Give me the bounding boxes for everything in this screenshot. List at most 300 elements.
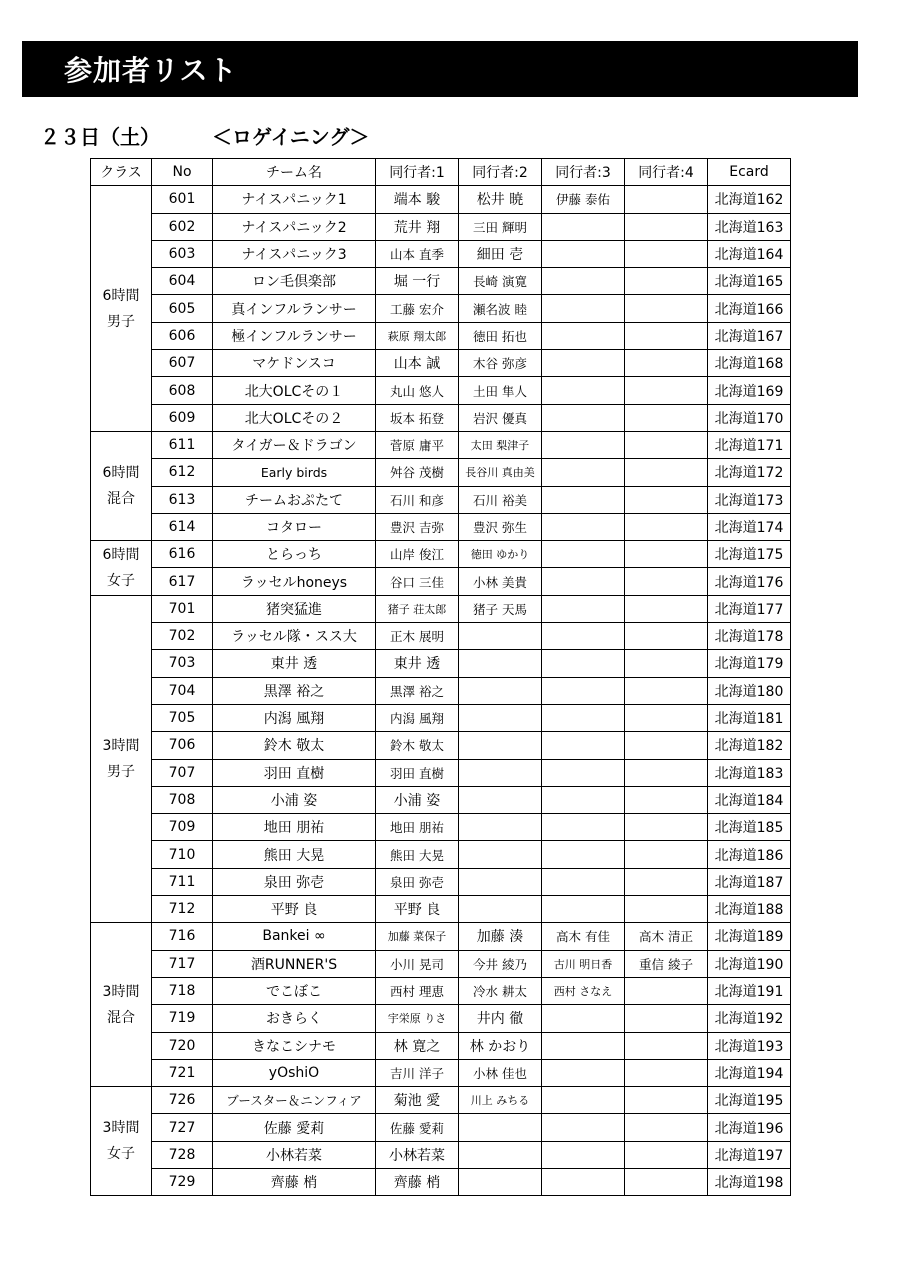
- companion-4-cell: [625, 541, 708, 568]
- companion-1-cell: 平野 良: [376, 896, 459, 923]
- class-cell: [91, 186, 152, 432]
- entry-no-cell: 612: [152, 459, 213, 486]
- table-row: [91, 950, 791, 977]
- ecard-cell: 北海道180: [708, 677, 791, 704]
- team-name-cell: 小浦 姿: [213, 786, 376, 813]
- companion-4-cell: [625, 1141, 708, 1168]
- table-row: [91, 704, 791, 731]
- class-label: 6時間: [102, 465, 140, 482]
- companion-4-cell: [625, 786, 708, 813]
- companion-1-cell: 泉田 弥壱: [376, 868, 459, 895]
- team-name-cell: 真インフルランサー: [213, 295, 376, 322]
- team-name-cell: タイガー＆ドラゴン: [213, 431, 376, 458]
- ecard-cell: 北海道191: [708, 977, 791, 1004]
- ecard-cell: 北海道184: [708, 786, 791, 813]
- team-name-cell: きなこシナモ: [213, 1032, 376, 1059]
- team-name-cell: 地田 朋祐: [213, 814, 376, 841]
- companion-1-cell: 吉川 洋子: [376, 1059, 459, 1086]
- companion-1-cell: 丸山 悠人: [376, 377, 459, 404]
- table-row: [91, 486, 791, 513]
- companion-2-cell: 小林 佳也: [459, 1059, 542, 1086]
- companion-3-cell: 高木 有佳: [542, 923, 625, 950]
- class-label: 男子: [107, 764, 135, 781]
- class-label: 混合: [107, 1009, 135, 1026]
- table-row: [91, 868, 791, 895]
- entry-no-cell: 601: [152, 186, 213, 213]
- companion-4-cell: [625, 513, 708, 540]
- companion-2-cell: 井内 徹: [459, 1005, 542, 1032]
- companion-3-cell: [542, 431, 625, 458]
- ecard-cell: 北海道187: [708, 868, 791, 895]
- team-name-cell: 極インフルランサー: [213, 322, 376, 349]
- team-name-cell: 北大OLCその１: [213, 377, 376, 404]
- companion-4-cell: [625, 841, 708, 868]
- companion-1-cell: 豊沢 吉弥: [376, 513, 459, 540]
- companion-4-cell: [625, 404, 708, 431]
- companion-3-cell: 伊藤 泰佑: [542, 186, 625, 213]
- entry-no-cell: 717: [152, 950, 213, 977]
- class-cell: [91, 923, 152, 1087]
- participant-table: [90, 158, 791, 1196]
- ecard-cell: 北海道170: [708, 404, 791, 431]
- companion-3-cell: [542, 1114, 625, 1141]
- companion-1-cell: 山岸 俊江: [376, 541, 459, 568]
- page-title: 参加者リスト: [64, 54, 238, 87]
- companion-4-cell: [625, 186, 708, 213]
- companion-2-cell: 徳田 ゆかり: [459, 541, 542, 568]
- ecard-cell: 北海道185: [708, 814, 791, 841]
- table-row: [91, 732, 791, 759]
- companion-4-cell: [625, 623, 708, 650]
- entry-no-cell: 605: [152, 295, 213, 322]
- team-name-cell: 鈴木 敬太: [213, 732, 376, 759]
- companion-3-cell: [542, 704, 625, 731]
- companion-2-cell: 林 かおり: [459, 1032, 542, 1059]
- companion-4-cell: [625, 431, 708, 458]
- companion-3-cell: [542, 295, 625, 322]
- entry-no-cell: 709: [152, 814, 213, 841]
- companion-2-cell: 徳田 拓也: [459, 322, 542, 349]
- table-row: [91, 1032, 791, 1059]
- table-row: [91, 896, 791, 923]
- companion-3-cell: [542, 623, 625, 650]
- team-name-cell: ナイスパニック3: [213, 240, 376, 267]
- companion-4-cell: [625, 732, 708, 759]
- companion-4-cell: [625, 759, 708, 786]
- entry-no-cell: 611: [152, 431, 213, 458]
- ecard-cell: 北海道177: [708, 595, 791, 622]
- table-row: [91, 1059, 791, 1086]
- entry-no-cell: 718: [152, 977, 213, 1004]
- ecard-cell: 北海道179: [708, 650, 791, 677]
- companion-3-cell: [542, 213, 625, 240]
- companion-2-cell: [459, 1141, 542, 1168]
- team-name-cell: 平野 良: [213, 896, 376, 923]
- companion-3-cell: [542, 1168, 625, 1195]
- companion-2-cell: [459, 1114, 542, 1141]
- table-row: [91, 322, 791, 349]
- entry-no-cell: 728: [152, 1141, 213, 1168]
- companion-3-cell: [542, 896, 625, 923]
- companion-1-cell: 菊池 愛: [376, 1087, 459, 1114]
- companion-2-cell: 小林 美貴: [459, 568, 542, 595]
- team-name-cell: 小林若菜: [213, 1141, 376, 1168]
- entry-no-cell: 704: [152, 677, 213, 704]
- companion-3-cell: [542, 1087, 625, 1114]
- companion-3-cell: [542, 513, 625, 540]
- team-name-cell: ラッセル隊・スス大: [213, 623, 376, 650]
- companion-3-cell: 西村 さなえ: [542, 977, 625, 1004]
- table-row: [91, 814, 791, 841]
- table-row: [91, 404, 791, 431]
- companion-2-cell: [459, 704, 542, 731]
- team-name-cell: 東井 透: [213, 650, 376, 677]
- entry-no-cell: 726: [152, 1087, 213, 1114]
- table-row: [91, 186, 791, 213]
- companion-4-cell: [625, 295, 708, 322]
- ecard-cell: 北海道175: [708, 541, 791, 568]
- team-name-cell: ナイスパニック2: [213, 213, 376, 240]
- companion-3-cell: [542, 841, 625, 868]
- ecard-cell: 北海道195: [708, 1087, 791, 1114]
- companion-4-cell: [625, 1087, 708, 1114]
- companion-4-cell: [625, 977, 708, 1004]
- companion-4-cell: [625, 377, 708, 404]
- companion-2-cell: [459, 868, 542, 895]
- companion-2-cell: [459, 650, 542, 677]
- entry-no-cell: 710: [152, 841, 213, 868]
- class-label: 女子: [107, 572, 135, 589]
- table-row: [91, 431, 791, 458]
- companion-2-cell: 太田 梨津子: [459, 431, 542, 458]
- team-name-cell: マケドンスコ: [213, 350, 376, 377]
- companion-3-cell: [542, 650, 625, 677]
- companion-1-cell: 猪子 荘太郎: [376, 595, 459, 622]
- companion-2-cell: 今井 綾乃: [459, 950, 542, 977]
- companion-2-cell: [459, 732, 542, 759]
- companion-2-cell: [459, 1168, 542, 1195]
- companion-4-cell: 高木 清正: [625, 923, 708, 950]
- header-team: チーム名: [213, 159, 376, 186]
- companion-2-cell: [459, 896, 542, 923]
- companion-3-cell: [542, 322, 625, 349]
- companion-2-cell: 土田 隼人: [459, 377, 542, 404]
- companion-1-cell: 菅原 庸平: [376, 431, 459, 458]
- table-row: [91, 459, 791, 486]
- table-row: [91, 1005, 791, 1032]
- ecard-cell: 北海道172: [708, 459, 791, 486]
- companion-1-cell: 坂本 拓登: [376, 404, 459, 431]
- header-companion-3: 同行者:3: [542, 159, 625, 186]
- companion-4-cell: [625, 868, 708, 895]
- companion-2-cell: 豊沢 弥生: [459, 513, 542, 540]
- ecard-cell: 北海道166: [708, 295, 791, 322]
- team-name-cell: チームおぷたて: [213, 486, 376, 513]
- companion-2-cell: [459, 623, 542, 650]
- companion-4-cell: [625, 677, 708, 704]
- entry-no-cell: 705: [152, 704, 213, 731]
- team-name-cell: 羽田 直樹: [213, 759, 376, 786]
- entry-no-cell: 606: [152, 322, 213, 349]
- companion-1-cell: 小浦 姿: [376, 786, 459, 813]
- table-row: [91, 677, 791, 704]
- team-name-cell: Early birds: [213, 459, 376, 486]
- companion-1-cell: 内潟 風翔: [376, 704, 459, 731]
- table-row: [91, 977, 791, 1004]
- header-companion-1: 同行者:1: [376, 159, 459, 186]
- companion-3-cell: [542, 350, 625, 377]
- companion-3-cell: [542, 1059, 625, 1086]
- companion-1-cell: 荒井 翔: [376, 213, 459, 240]
- companion-2-cell: 長谷川 真由美: [459, 459, 542, 486]
- companion-1-cell: 小川 晃司: [376, 950, 459, 977]
- ecard-cell: 北海道162: [708, 186, 791, 213]
- class-label: 女子: [107, 1146, 135, 1163]
- companion-2-cell: [459, 759, 542, 786]
- entry-no-cell: 702: [152, 623, 213, 650]
- event-heading: ＜ロゲイニング＞: [212, 125, 370, 149]
- class-label: 6時間: [102, 546, 140, 563]
- companion-1-cell: 正木 展明: [376, 623, 459, 650]
- ecard-cell: 北海道173: [708, 486, 791, 513]
- entry-no-cell: 707: [152, 759, 213, 786]
- companion-1-cell: 小林若菜: [376, 1141, 459, 1168]
- header-companion-4: 同行者:4: [625, 159, 708, 186]
- companion-4-cell: [625, 704, 708, 731]
- team-name-cell: 内潟 風翔: [213, 704, 376, 731]
- class-label: 混合: [107, 491, 135, 508]
- class-label: 男子: [107, 313, 135, 330]
- companion-1-cell: 地田 朋祐: [376, 814, 459, 841]
- companion-4-cell: [625, 213, 708, 240]
- companion-3-cell: [542, 541, 625, 568]
- companion-2-cell: 瀬名波 睦: [459, 295, 542, 322]
- companion-4-cell: [625, 595, 708, 622]
- companion-3-cell: [542, 1141, 625, 1168]
- companion-3-cell: [542, 1032, 625, 1059]
- team-name-cell: 酒RUNNER'S: [213, 950, 376, 977]
- companion-4-cell: [625, 268, 708, 295]
- companion-3-cell: [542, 377, 625, 404]
- companion-1-cell: 佐藤 愛莉: [376, 1114, 459, 1141]
- entry-no-cell: 617: [152, 568, 213, 595]
- header-class: クラス: [91, 159, 152, 186]
- team-name-cell: ラッセルhoneys: [213, 568, 376, 595]
- class-cell: [91, 595, 152, 923]
- table-row: [91, 377, 791, 404]
- table-row: [91, 1087, 791, 1114]
- entry-no-cell: 727: [152, 1114, 213, 1141]
- team-name-cell: ナイスパニック1: [213, 186, 376, 213]
- companion-1-cell: 黒澤 裕之: [376, 677, 459, 704]
- companion-4-cell: [625, 814, 708, 841]
- table-row: [91, 240, 791, 267]
- ecard-cell: 北海道194: [708, 1059, 791, 1086]
- class-label: 3時間: [102, 983, 140, 1000]
- companion-1-cell: 加藤 菜保子: [376, 923, 459, 950]
- table-row: [91, 213, 791, 240]
- companion-2-cell: 岩沢 優真: [459, 404, 542, 431]
- companion-1-cell: 西村 理恵: [376, 977, 459, 1004]
- companion-1-cell: 舛谷 茂樹: [376, 459, 459, 486]
- companion-1-cell: 堀 一行: [376, 268, 459, 295]
- entry-no-cell: 706: [152, 732, 213, 759]
- ecard-cell: 北海道196: [708, 1114, 791, 1141]
- class-cell: [91, 1087, 152, 1196]
- companion-3-cell: [542, 404, 625, 431]
- companion-3-cell: [542, 240, 625, 267]
- table-row: [91, 595, 791, 622]
- entry-no-cell: 603: [152, 240, 213, 267]
- entry-no-cell: 716: [152, 923, 213, 950]
- companion-4-cell: [625, 486, 708, 513]
- table-row: [91, 268, 791, 295]
- companion-2-cell: 三田 輝明: [459, 213, 542, 240]
- companion-2-cell: [459, 677, 542, 704]
- entry-no-cell: 719: [152, 1005, 213, 1032]
- team-name-cell: コタロー: [213, 513, 376, 540]
- companion-1-cell: 東井 透: [376, 650, 459, 677]
- team-name-cell: ブースター＆ニンフィア: [213, 1087, 376, 1114]
- team-name-cell: おきらく: [213, 1005, 376, 1032]
- ecard-cell: 北海道167: [708, 322, 791, 349]
- team-name-cell: 猪突猛進: [213, 595, 376, 622]
- team-name-cell: 泉田 弥壱: [213, 868, 376, 895]
- companion-2-cell: 冷水 耕太: [459, 977, 542, 1004]
- companion-1-cell: 山本 誠: [376, 350, 459, 377]
- companion-4-cell: [625, 240, 708, 267]
- team-name-cell: yOshiO: [213, 1059, 376, 1086]
- companion-4-cell: [625, 459, 708, 486]
- class-label: 3時間: [102, 738, 140, 755]
- companion-4-cell: [625, 350, 708, 377]
- companion-1-cell: 熊田 大晃: [376, 841, 459, 868]
- companion-3-cell: [542, 268, 625, 295]
- companion-3-cell: [542, 814, 625, 841]
- companion-4-cell: 重信 綾子: [625, 950, 708, 977]
- companion-3-cell: [542, 459, 625, 486]
- entry-no-cell: 616: [152, 541, 213, 568]
- companion-2-cell: 川上 みちる: [459, 1087, 542, 1114]
- team-name-cell: でこぼこ: [213, 977, 376, 1004]
- entry-no-cell: 720: [152, 1032, 213, 1059]
- table-row: [91, 841, 791, 868]
- table-row: [91, 568, 791, 595]
- companion-2-cell: [459, 814, 542, 841]
- companion-4-cell: [625, 650, 708, 677]
- table-row: [91, 759, 791, 786]
- header-ecard: Ecard: [708, 159, 791, 186]
- team-name-cell: 佐藤 愛莉: [213, 1114, 376, 1141]
- companion-1-cell: 萩原 翔太郎: [376, 322, 459, 349]
- companion-2-cell: 松井 暁: [459, 186, 542, 213]
- page-title-bar: [22, 41, 858, 97]
- companion-3-cell: [542, 486, 625, 513]
- ecard-cell: 北海道178: [708, 623, 791, 650]
- ecard-cell: 北海道193: [708, 1032, 791, 1059]
- table-row: [91, 295, 791, 322]
- companion-3-cell: 古川 明日香: [542, 950, 625, 977]
- table-row: [91, 350, 791, 377]
- team-name-cell: 黒澤 裕之: [213, 677, 376, 704]
- class-label: 3時間: [102, 1120, 140, 1137]
- companion-3-cell: [542, 759, 625, 786]
- ecard-cell: 北海道168: [708, 350, 791, 377]
- entry-no-cell: 608: [152, 377, 213, 404]
- table-row: [91, 513, 791, 540]
- companion-1-cell: 林 寛之: [376, 1032, 459, 1059]
- companion-4-cell: [625, 1005, 708, 1032]
- ecard-cell: 北海道176: [708, 568, 791, 595]
- table-row: [91, 923, 791, 950]
- team-name-cell: とらっち: [213, 541, 376, 568]
- ecard-cell: 北海道165: [708, 268, 791, 295]
- ecard-cell: 北海道164: [708, 240, 791, 267]
- entry-no-cell: 703: [152, 650, 213, 677]
- ecard-cell: 北海道182: [708, 732, 791, 759]
- entry-no-cell: 602: [152, 213, 213, 240]
- team-name-cell: Bankei ∞: [213, 923, 376, 950]
- companion-1-cell: 齊藤 梢: [376, 1168, 459, 1195]
- header-no: No: [152, 159, 213, 186]
- entry-no-cell: 729: [152, 1168, 213, 1195]
- table-row: [91, 541, 791, 568]
- ecard-cell: 北海道163: [708, 213, 791, 240]
- companion-1-cell: 宇栄原 りさ: [376, 1005, 459, 1032]
- class-cell: [91, 431, 152, 540]
- ecard-cell: 北海道183: [708, 759, 791, 786]
- ecard-cell: 北海道174: [708, 513, 791, 540]
- companion-3-cell: [542, 786, 625, 813]
- table-row: [91, 1141, 791, 1168]
- team-name-cell: 齊藤 梢: [213, 1168, 376, 1195]
- ecard-cell: 北海道190: [708, 950, 791, 977]
- ecard-cell: 北海道192: [708, 1005, 791, 1032]
- companion-3-cell: [542, 732, 625, 759]
- header-row: [91, 159, 791, 186]
- companion-4-cell: [625, 896, 708, 923]
- ecard-cell: 北海道171: [708, 431, 791, 458]
- companion-1-cell: 羽田 直樹: [376, 759, 459, 786]
- companion-3-cell: [542, 677, 625, 704]
- companion-1-cell: 石川 和彦: [376, 486, 459, 513]
- companion-2-cell: [459, 841, 542, 868]
- companion-2-cell: 加藤 湊: [459, 923, 542, 950]
- companion-4-cell: [625, 1114, 708, 1141]
- table-row: [91, 650, 791, 677]
- entry-no-cell: 613: [152, 486, 213, 513]
- companion-3-cell: [542, 1005, 625, 1032]
- team-name-cell: ロン毛倶楽部: [213, 268, 376, 295]
- companion-1-cell: 山本 直季: [376, 240, 459, 267]
- companion-2-cell: 木谷 弥彦: [459, 350, 542, 377]
- entry-no-cell: 609: [152, 404, 213, 431]
- companion-2-cell: 細田 壱: [459, 240, 542, 267]
- companion-3-cell: [542, 868, 625, 895]
- ecard-cell: 北海道181: [708, 704, 791, 731]
- team-name-cell: 熊田 大晃: [213, 841, 376, 868]
- table-row: [91, 786, 791, 813]
- companion-1-cell: 谷口 三佳: [376, 568, 459, 595]
- date-heading: ２３日（土）: [40, 125, 160, 149]
- companion-1-cell: 工藤 宏介: [376, 295, 459, 322]
- entry-no-cell: 701: [152, 595, 213, 622]
- table-row: [91, 1168, 791, 1195]
- companion-2-cell: 長崎 演寛: [459, 268, 542, 295]
- companion-4-cell: [625, 1059, 708, 1086]
- ecard-cell: 北海道197: [708, 1141, 791, 1168]
- companion-3-cell: [542, 595, 625, 622]
